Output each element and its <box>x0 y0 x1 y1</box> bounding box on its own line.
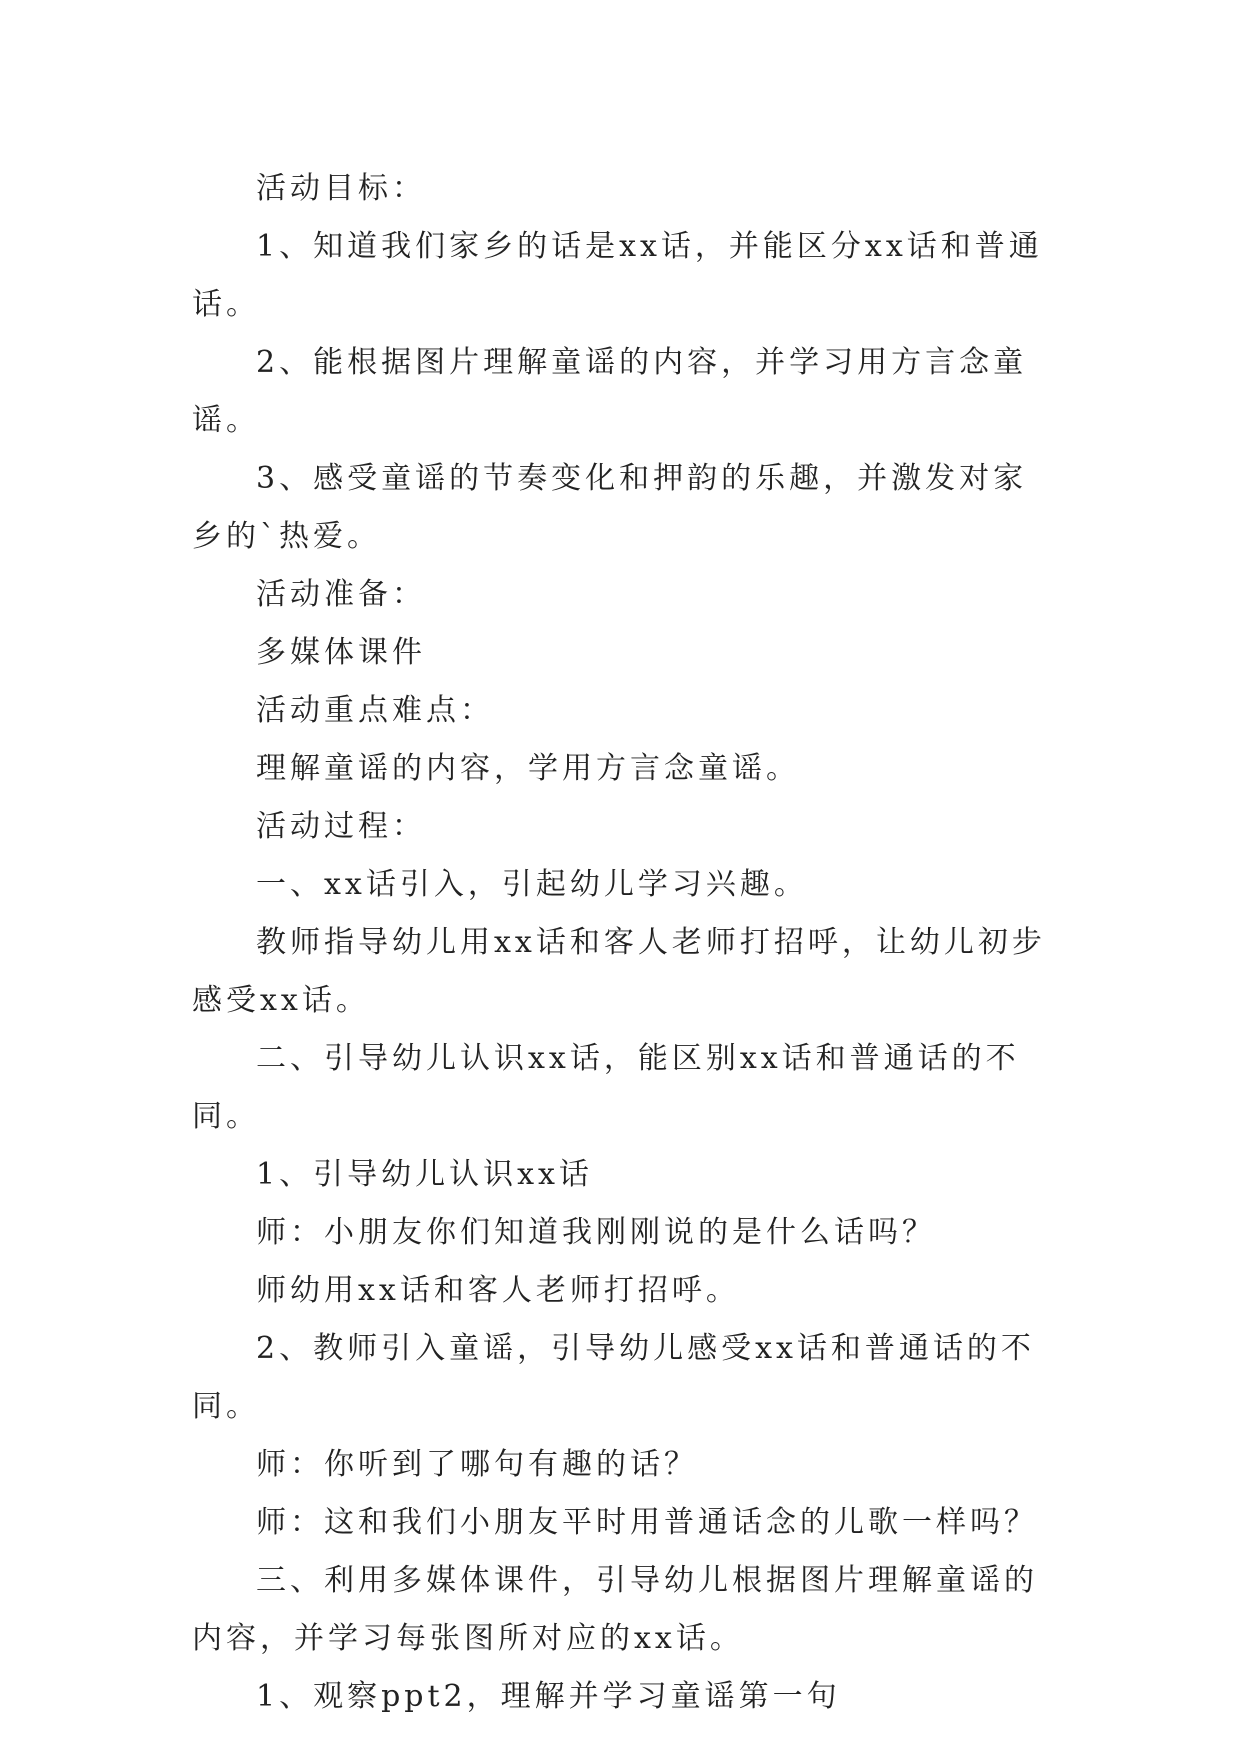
paragraph-step-1: 一、xx话引入，引起幼儿学习兴趣。 <box>256 867 808 902</box>
paragraph-step-2-2: 2、教师引入童谣，引导幼儿感受xx话和普通话的不同。 <box>192 1331 1035 1424</box>
document-body <box>192 160 1052 1726</box>
paragraph-heading-preparation: 活动准备： <box>256 577 426 612</box>
paragraph-preparation: 多媒体课件 <box>256 635 426 670</box>
paragraph-key-points: 理解童谣的内容，学用方言念童谣。 <box>256 751 800 786</box>
paragraph-heading-key-points: 活动重点难点： <box>256 693 494 728</box>
paragraph-step-3: 三、利用多媒体课件，引导幼儿根据图片理解童谣的内容，并学习每张图所对应的xx话。 <box>192 1563 1038 1656</box>
paragraph-teacher-question-3: 师：这和我们小朋友平时用普通话念的儿歌一样吗？ <box>256 1505 1038 1540</box>
paragraph-step-1-detail: 教师指导幼儿用xx话和客人老师打招呼，让幼儿初步感受xx话。 <box>192 925 1046 1018</box>
paragraph-step-3-1: 1、观察ppt2，理解并学习童谣第一句 <box>256 1679 841 1714</box>
paragraph-heading-goals: 活动目标： <box>256 171 426 206</box>
paragraph-teacher-question-2: 师：你听到了哪句有趣的话？ <box>256 1447 698 1482</box>
paragraph-step-2-1: 1、引导幼儿认识xx话 <box>256 1157 593 1192</box>
paragraph-step-2: 二、引导幼儿认识xx话，能区别xx话和普通话的不同。 <box>192 1041 1020 1134</box>
paragraph-heading-process: 活动过程： <box>256 809 426 844</box>
paragraph-goal-2: 2、能根据图片理解童谣的内容，并学习用方言念童谣。 <box>192 345 1028 438</box>
paragraph-teacher-question-1: 师：小朋友你们知道我刚刚说的是什么话吗？ <box>256 1215 936 1250</box>
paragraph-goal-1: 1、知道我们家乡的话是xx话，并能区分xx话和普通话。 <box>192 229 1043 322</box>
paragraph-greeting: 师幼用xx话和客人老师打招呼。 <box>256 1273 740 1308</box>
paragraph-goal-3: 3、感受童谣的节奏变化和押韵的乐趣，并激发对家乡的`热爱。 <box>192 461 1028 554</box>
